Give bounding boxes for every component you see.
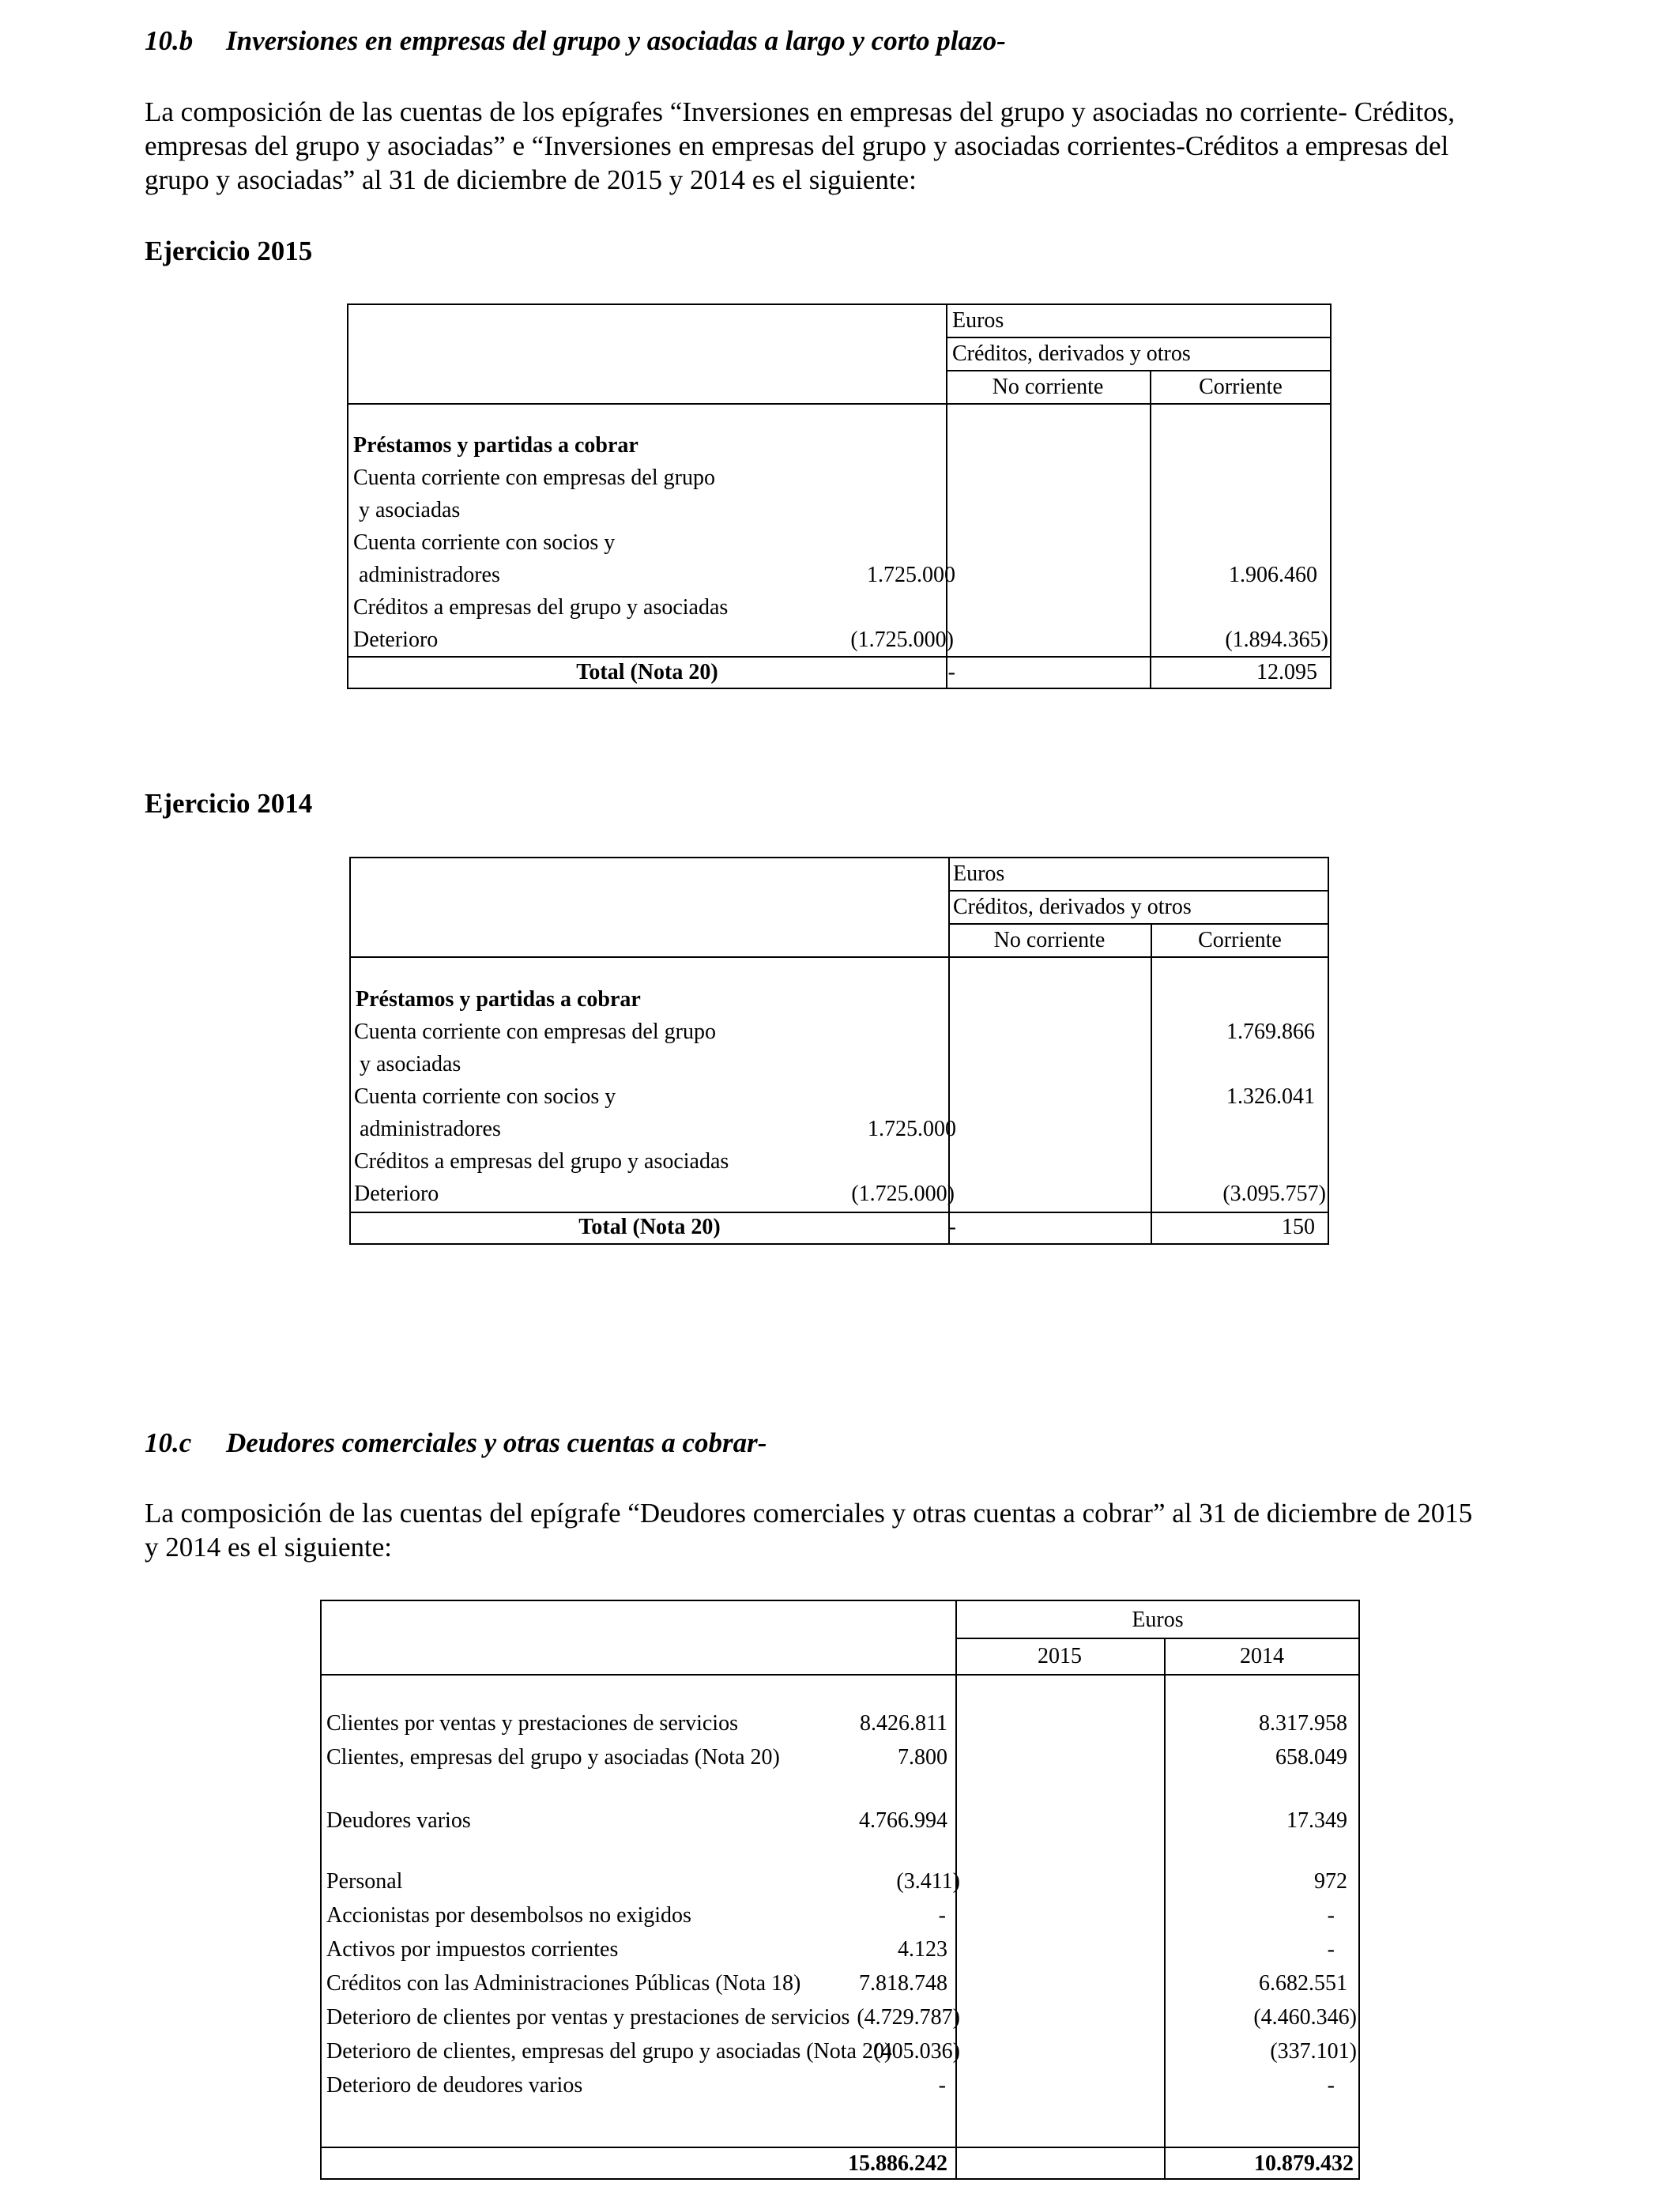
cell-corriente: 1.326.041 <box>1226 1084 1315 1109</box>
section-c-number: 10.c <box>145 1427 192 1458</box>
header-unit: Euros <box>1132 1608 1184 1632</box>
row-label: Deterioro <box>354 1182 439 1206</box>
row-label: Cuenta corriente con socios y <box>353 530 616 555</box>
cell-no-corriente: (1.725.000) <box>851 1182 955 1206</box>
row-label: Cuenta corriente con socios y <box>354 1084 616 1109</box>
header-group: Créditos, derivados y otros <box>952 341 1191 366</box>
header-2014: 2014 <box>1240 1644 1284 1668</box>
row-label: Personal <box>326 1869 403 1894</box>
section-c-paragraph <box>145 1496 1537 1564</box>
cell-no-corriente: 1.725.000 <box>868 1117 956 1141</box>
header-2015: 2015 <box>1038 1644 1082 1668</box>
cell-2015: 7.818.748 <box>859 1971 947 1996</box>
paragraph-line: empresas del grupo y asociadas” e “Inversiones en empresas del grupo y asociadas corrientes-Créditos a empresas del <box>145 130 1449 161</box>
row-label: Deterioro <box>353 628 439 652</box>
ejercicio-2014-heading: Ejercicio 2014 <box>145 788 313 819</box>
row-label: Deudores varios <box>326 1808 471 1833</box>
section-b-number: 10.b <box>145 25 194 56</box>
section-b-title: Inversiones en empresas del grupo y asociadas a largo y corto plazo- <box>226 25 1006 56</box>
header-corriente: Corriente <box>1199 375 1283 399</box>
row-label: Deterioro de clientes por ventas y prestaciones de servicios <box>326 2005 850 2030</box>
table-ejercicio-2014 <box>349 857 1329 1245</box>
header-group: Créditos, derivados y otros <box>953 895 1192 919</box>
cell-no-corriente: 1.725.000 <box>867 563 955 587</box>
cell-2014: 658.049 <box>1275 1745 1347 1770</box>
section-b-paragraph <box>145 95 1537 197</box>
total-label: Total (Nota 20) <box>578 1215 721 1239</box>
total-label: Total (Nota 20) <box>576 660 718 684</box>
row-label: y asociadas <box>353 498 461 522</box>
cell-2014: 8.317.958 <box>1259 1711 1347 1736</box>
row-label: Cuenta corriente con empresas del grupo <box>353 466 715 490</box>
cell-2014: - <box>1327 1937 1335 1962</box>
row-label: Clientes por ventas y prestaciones de servicios <box>326 1711 738 1736</box>
total-corriente: 12.095 <box>1256 660 1317 684</box>
cell-corriente: 1.769.866 <box>1226 1020 1315 1044</box>
cell-2015: 7.800 <box>898 1745 947 1770</box>
total-no-corriente: - <box>947 660 955 684</box>
section-c-heading <box>145 1427 767 1459</box>
row-label: Clientes, empresas del grupo y asociadas (Nota 20) <box>326 1745 780 1770</box>
row-label: Accionistas por desembolsos no exigidos <box>326 1903 691 1928</box>
header-unit: Euros <box>953 861 1005 886</box>
paragraph-line: y 2014 es el siguiente: <box>145 1532 393 1563</box>
row-label: Activos por impuestos corrientes <box>326 1937 619 1962</box>
cell-2014: - <box>1327 1903 1335 1928</box>
header-unit: Euros <box>952 308 1004 333</box>
row-label: y asociadas <box>354 1052 461 1076</box>
cell-2014: 17.349 <box>1286 1808 1347 1833</box>
cell-2015: 4.123 <box>898 1937 947 1962</box>
cell-corriente: (1.894.365) <box>1225 628 1328 652</box>
row-label: Cuenta corriente con empresas del grupo <box>354 1020 716 1044</box>
table-ejercicio-2015 <box>347 303 1332 689</box>
paragraph-line: La composición de las cuentas de los epígrafes “Inversiones en empresas del grupo y asociadas no corriente- Créditos, <box>145 96 1456 127</box>
cell-2014: 972 <box>1314 1869 1347 1894</box>
row-label: Créditos con las Administraciones Públicas (Nota 18) <box>326 1971 801 1996</box>
ejercicio-2015-heading: Ejercicio 2015 <box>145 236 313 266</box>
cell-2015: - <box>938 2073 946 2098</box>
row-label: Créditos a empresas del grupo y asociadas <box>353 595 729 620</box>
cell-corriente: (3.095.757) <box>1222 1182 1326 1206</box>
row-label: administradores <box>353 563 500 587</box>
cell-corriente: 1.906.460 <box>1229 563 1317 587</box>
header-corriente: Corriente <box>1198 928 1282 952</box>
section-c-title: Deudores comerciales y otras cuentas a cobrar- <box>226 1427 767 1458</box>
row-label: Préstamos y partidas a cobrar <box>356 987 641 1012</box>
cell-2014: - <box>1327 2073 1335 2098</box>
cell-2015: 4.766.994 <box>859 1808 947 1833</box>
paragraph-line: La composición de las cuentas del epígrafe “Deudores comerciales y otras cuentas a cobrar” al 31 de diciembre de 2015 <box>145 1498 1473 1529</box>
row-label: administradores <box>354 1117 501 1141</box>
cell-2014: (337.101) <box>1270 2039 1357 2064</box>
cell-2015: (405.036) <box>873 2039 960 2064</box>
total-2014: 10.879.432 <box>1254 2151 1354 2176</box>
total-no-corriente: - <box>948 1215 956 1239</box>
row-label: Deterioro de clientes, empresas del grupo y asociadas (Nota 20) <box>326 2039 892 2064</box>
row-label: Créditos a empresas del grupo y asociadas <box>354 1149 729 1174</box>
cell-2015: - <box>938 1903 946 1928</box>
header-no-corriente: No corriente <box>992 375 1104 399</box>
cell-2015: 8.426.811 <box>860 1711 947 1736</box>
row-label: Préstamos y partidas a cobrar <box>353 433 638 458</box>
total-2015: 15.886.242 <box>848 2151 947 2176</box>
header-no-corriente: No corriente <box>993 928 1106 952</box>
paragraph-line: grupo y asociadas” al 31 de diciembre de 2015 y 2014 es el siguiente: <box>145 164 917 195</box>
cell-2015: (4.729.787) <box>857 2005 960 2030</box>
cell-no-corriente: (1.725.000) <box>850 628 954 652</box>
cell-2014: (4.460.346) <box>1253 2005 1357 2030</box>
cell-2014: 6.682.551 <box>1259 1971 1347 1996</box>
cell-2015: (3.411) <box>896 1869 960 1894</box>
total-corriente: 150 <box>1282 1215 1315 1239</box>
row-label: Deterioro de deudores varios <box>326 2073 583 2098</box>
table-deudores <box>320 1600 1360 2180</box>
section-b-heading <box>145 25 1006 57</box>
